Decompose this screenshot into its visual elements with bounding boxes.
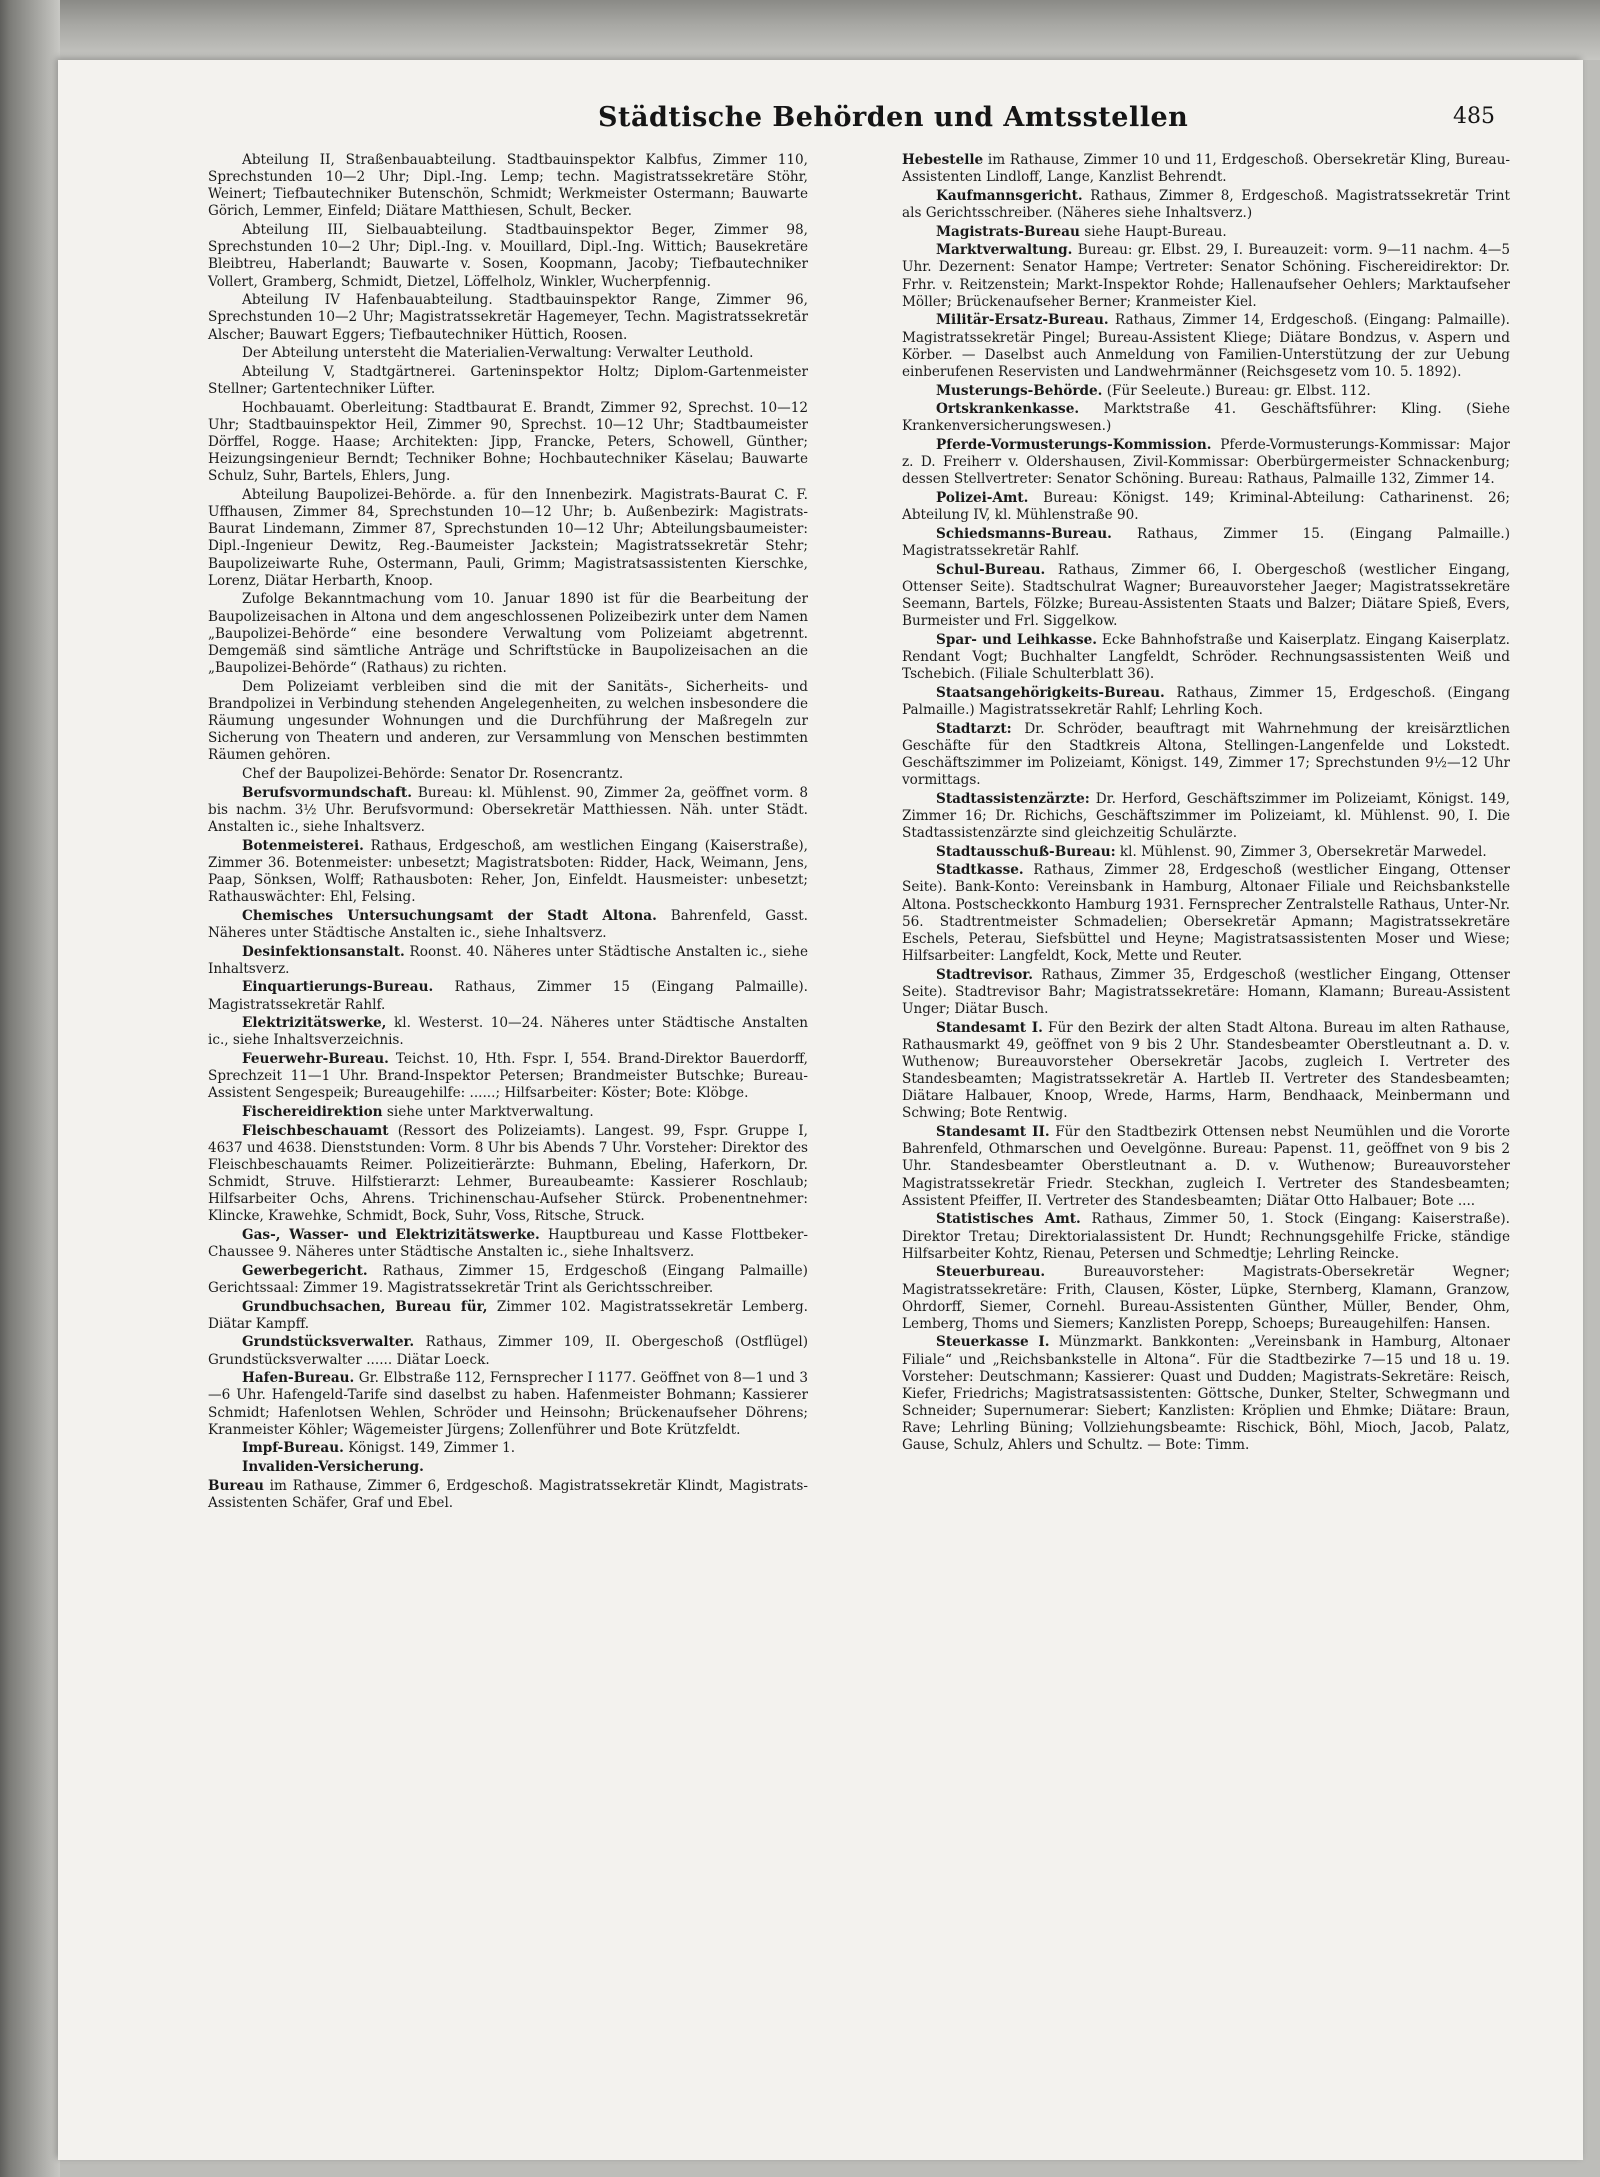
directory-entry xyxy=(902,721,1510,790)
entry-heading: Musterungs-Behörde. xyxy=(936,382,1103,399)
entry-heading: Bureau xyxy=(208,1477,264,1494)
entry-heading: Staatsangehörigkeits-Bureau. xyxy=(936,684,1165,701)
entry-heading: Stadtassistenzärzte: xyxy=(936,790,1090,807)
directory-entry xyxy=(902,1264,1510,1333)
left-column xyxy=(208,152,808,1514)
entry-heading: Grundstücksverwalter. xyxy=(242,1334,415,1351)
entry-text: Pferde-Vormusterungs-Kommissar: Major z. D. Freiherr v. Oldershausen, Zivil-Kommissar: Oberbürgermeister Schnackenburg; dessen Stellvertreter: Senator Schöning. Bureau: Rathaus, Palmaille 132, Zimmer 14. xyxy=(902,437,1510,488)
entry-text: Rathaus, Zimmer 50, 1. Stock (Eingang: Kaiserstraße). Direktor Tretau; Direktorialassistent Dr. Hundt; Rechnungsgehilfe Fricke, ständige Hilfsarbeiter Kohtz, Rienau, Petersen und Schmedtje; Lehrling Reincke. xyxy=(902,1211,1510,1262)
entry-text: Bahrenfeld, Gasst. Näheres unter Städtische Anstalten ic., siehe Inhaltsverz. xyxy=(208,907,808,941)
entry-heading: Militär-Ersatz-Bureau. xyxy=(936,312,1109,329)
entry-text: (Für Seeleute.) Bureau: gr. Elbst. 112. xyxy=(1102,382,1371,399)
directory-entry xyxy=(902,685,1510,719)
entry-heading: Desinfektionsanstalt. xyxy=(242,943,405,960)
directory-entry xyxy=(208,222,808,291)
directory-entry xyxy=(208,1459,808,1476)
entry-text: Hochbauamt. Oberleitung: Stadtbaurat E. Brandt, Zimmer 92, Sprechst. 10—12 Uhr; Stadtbauinspektor Heil, Zimmer 90, Sprechst. 10—12 Uhr; Stadtbaumeister Dörffel, Rogge. Haase; Architekten: Jipp, Francke, Peters, Schowell, Günther; Heizungsingenieur Berndt; Techniker Bohne; Hochbautechniker Käselau; Bauwarte Schulz, Suhr, Bartels, Ehlers, Jung. xyxy=(208,399,808,485)
entry-text: Rathaus, Zimmer 8, Erdgeschoß. Magistratssekretär Trint als Gerichtsschreiber. (Näheres siehe Inhaltsverz.) xyxy=(902,187,1510,221)
entry-text: Zimmer 102. Magistratssekretär Lemberg. Diätar Kampff. xyxy=(208,1298,808,1332)
directory-entry xyxy=(208,1334,808,1368)
entry-heading: Ortskrankenkasse. xyxy=(936,401,1080,418)
entry-heading: Berufsvormundschaft. xyxy=(242,784,412,801)
directory-entry xyxy=(902,188,1510,222)
entry-text: Ecke Bahnhofstraße und Kaiserplatz. Eingang Kaiserplatz. Rendant Vogt; Buchhalter Langfeldt, Schröder. Rechnungsassistenten Weiß und Tschebich. (Filiale Schulterblatt 36). xyxy=(902,631,1510,683)
entry-heading: Elektrizitätswerke, xyxy=(242,1015,387,1032)
entry-heading: Stadtausschuß-Bureau: xyxy=(936,843,1116,860)
entry-text: Roonst. 40. Näheres unter Städtische Anstalten ic., siehe Inhaltsverz. xyxy=(208,943,808,977)
entry-heading: Schiedsmanns-Bureau. xyxy=(936,525,1112,542)
scan-border-top xyxy=(0,0,1600,60)
directory-entry xyxy=(902,1334,1510,1454)
entry-text: Dem Polizeiamt verbleiben sind die mit der Sanitäts-, Sicherheits- und Brandpolizei in Verbindung stehenden Angelegenheiten, zu welchen insbesondere die Räumung ungesunder Wohnungen und die Durchführung der Maßregeln zur Sicherung von Theatern und anderen, zur Versammlung von Menschen bestimmten Räumen gehören. xyxy=(208,678,808,764)
entry-text: Bureauvorsteher: Magistrats-Obersekretär Wegner; Magistratssekretäre: Frith, Clausen, Köster, Lüpke, Sternberg, Klamann, Granzow, Ohrdorff, Siemer, Cornehl. Bureau-Assistenten Günther, Müller, Bender, Ohm, Lemberg, Thoms und Siemers; Kanzlisten Porepp, Schoeps; Bureaugehilfen: Hansen. xyxy=(902,1264,1510,1332)
directory-entry xyxy=(902,562,1510,631)
directory-entry xyxy=(902,312,1510,381)
directory-entry xyxy=(208,979,808,1013)
document-page xyxy=(58,60,1583,2160)
entry-text: Chef der Baupolizei-Behörde: Senator Dr. Rosencrantz. xyxy=(242,765,624,782)
directory-entry xyxy=(208,591,808,677)
directory-entry xyxy=(902,224,1510,241)
entry-text: Rathaus, Zimmer 35, Erdgeschoß (westlicher Eingang, Ottenser Seite). Stadtrevisor Bahr; Magistratssekretäre: Homann, Klamann; Bureau-Assistent Unger; Diätar Busch. xyxy=(902,966,1510,1017)
entry-text: Hauptbureau und Kasse Flottbeker-Chaussee 9. Näheres unter Städtische Anstalten ic., siehe Inhaltsverz. xyxy=(208,1227,809,1261)
entry-text: Bureau: gr. Elbst. 29, I. Bureauzeit: vorm. 9—11 nachm. 4—5 Uhr. Dezernent: Senator Hampe; Vertreter: Senator Schöning. Fischereidirektor: Dr. Frhr. v. Reitzenstein; Markt-Inspektor Rohde; Hallenaufseher Oehlers; Marktaufseher Möller; Brückenaufseher Berner; Kranmeister Kiel. xyxy=(902,242,1510,310)
directory-entry xyxy=(902,152,1510,186)
directory-entry xyxy=(208,838,808,907)
entry-heading: Magistrats-Bureau xyxy=(936,223,1080,240)
entry-heading: Grundbuchsachen, Bureau für, xyxy=(242,1298,488,1315)
entry-heading: Gewerbegericht. xyxy=(242,1262,368,1279)
entry-text: Rathaus, Zimmer 66, I. Obergeschoß (westlicher Eingang, Ottenser Seite). Stadtschulrat Wagner; Bureauvorsteher Jaeger; Magistratssekretäre Seemann, Bartels, Fölzke; Bureau-Assistenten Staats und Balzer; Diätare Spieß, Evers, Burmeister und Frl. Siggelkow. xyxy=(902,561,1510,630)
entry-text: Rathaus, Zimmer 15 (Eingang Palmaille). Magistratssekretär Rahlf. xyxy=(208,979,808,1013)
directory-entry xyxy=(208,345,808,362)
directory-entry xyxy=(902,1020,1510,1123)
entry-text: Rathaus, Zimmer 15, Erdgeschoß. (Eingang Palmaille.) Magistratssekretär Rahlf; Lehrling Koch. xyxy=(902,684,1510,718)
scan-border-left xyxy=(0,0,60,2177)
directory-entry xyxy=(208,152,808,221)
entry-heading: Botenmeisterei. xyxy=(242,837,364,854)
directory-entry xyxy=(208,766,808,783)
directory-entry xyxy=(902,401,1510,435)
entry-heading: Standesamt I. xyxy=(936,1019,1043,1036)
page-number: 485 xyxy=(1453,104,1495,129)
entry-heading: Steuerkasse I. xyxy=(936,1334,1050,1351)
directory-entry xyxy=(902,490,1510,524)
entry-heading: Feuerwehr-Bureau. xyxy=(242,1050,389,1067)
entry-text: Rathaus, Erdgeschoß, am westlichen Eingang (Kaiserstraße), Zimmer 36. Botenmeister: unbesetzt; Magistratsboten: Ridder, Hack, Weimann, Jens, Paap, Sönksen, Wolff; Rathausboten: Reher, Jon, Einfeldt. Hausmeister: unbesetzt; Rathauswächter: Ehl, Felsing. xyxy=(208,837,808,906)
directory-entry xyxy=(208,1478,808,1512)
directory-entry xyxy=(208,1440,808,1457)
entry-text: im Rathause, Zimmer 6, Erdgeschoß. Magistratssekretär Klindt, Magistrats-Assistenten Schäfer, Graf und Ebel. xyxy=(208,1477,808,1511)
entry-text: Marktstraße 41. Geschäftsführer: Kling. (Siehe Krankenversicherungswesen.) xyxy=(902,401,1510,435)
directory-entry xyxy=(902,791,1510,842)
entry-heading: Standesamt II. xyxy=(936,1124,1050,1141)
entry-heading: Invaliden-Versicherung. xyxy=(242,1459,424,1476)
directory-entry xyxy=(902,967,1510,1018)
directory-entry xyxy=(208,1370,808,1439)
entry-text: (Ressort des Polizeiamts). Langest. 99, Fspr. Gruppe I, 4637 und 4638. Dienststunden: Vorm. 8 Uhr bis Abends 7 Uhr. Vorsteher: Direktor des Fleischbeschauamts Reimer. Polizeitierärzte: Buhmann, Ebeling, Haferkorn, Dr. Schmidt, Struve. Hilfstierarzt: Lehmer, Bureaubeamte: Kassierer Roschlaub; Hilfsarbeiter Ochs, Ahrens. Trichinenschau-Aufseher Stürck. Probenentnehmer: Klincke, Krawehke, Schmidt, Bock, Suhr, Voss, Ritsche, Struck. xyxy=(208,1122,808,1225)
directory-entry xyxy=(208,679,808,765)
entry-text: Königst. 149, Zimmer 1. xyxy=(343,1440,516,1457)
entry-text: Abteilung V, Stadtgärtnerei. Garteninspektor Holtz; Diplom-Gartenmeister Stellner; Gartentechniker Lüfter. xyxy=(208,363,808,398)
entry-text: Abteilung Baupolizei-Behörde. a. für den Innenbezirk. Magistrats-Baurat C. F. Uffhausen, Zimmer 84, Sprechstunden 10—12 Uhr; b. Außenbezirk: Magistrats-Baurat Lindemann, Zimmer 87, Sprechstunden 10—12 Uhr; Abteilungsbaumeister: Dipl.-Ingenieur Dewitz, Reg.-Baumeister Jackstein; Magistratssekretär Stehr; Baupolizeiwarte Ruhe, Ostermann, Pauli, Grimm; Magistratsassistenten Kierschke, Lorenz, Diätar Herbarth, Knoop. xyxy=(208,486,808,589)
entry-heading: Stadtarzt: xyxy=(936,720,1012,737)
page-title: Städtische Behörden und Amtsstellen xyxy=(598,102,1189,133)
entry-heading: Polizei-Amt. xyxy=(936,489,1029,506)
directory-entry xyxy=(902,844,1510,861)
entry-heading: Spar- und Leihkasse. xyxy=(936,631,1098,648)
directory-entry xyxy=(208,364,808,398)
entry-heading: Kaufmannsgericht. xyxy=(936,187,1083,204)
entry-text: Dr. Schröder, beauftragt mit Wahrnehmung der kreisärztlichen Geschäfte für den Stadtkreis Altona, Stellingen-Langenfelde und Lokstedt. Geschäftszimmer im Polizeiamt, Königst. 149, Zimmer 17; Sprechstunden 9½—12 Uhr vormittags. xyxy=(902,720,1510,788)
directory-entry xyxy=(208,944,808,978)
entry-heading: Fischereidirektion xyxy=(242,1103,383,1120)
entry-text: Münzmarkt. Bankkonten: „Vereinsbank in Hamburg, Altonaer Filiale“ und „Reichsbankstelle in Altona“. Für die Stadtbezirke 7—15 und 18 u. 19. Vorsteher: Deutschmann; Kassierer: Quast und Dudden; Magistrats-Sekretäre: Reisch, Kiefer, Friedrichs; Magistratsassistenten: Göttsche, Dunker, Stelter, Schwegmann und Schneider; Supernumerar: Siebert; Kanzlisten: Kröplien und Ehmke; Diätare: Braun, Rave; Lehrling Büning; Vollziehungsbeamte: Rischick, Böhl, Mioch, Jacob, Palatz, Gause, Schulz, Ahlers und Schultz. — Bote: Timm. xyxy=(902,1334,1510,1454)
entry-heading: Hebestelle xyxy=(902,152,984,168)
directory-entry xyxy=(902,383,1510,400)
directory-entry xyxy=(208,487,808,590)
entry-heading: Steuerbureau. xyxy=(936,1264,1046,1281)
entry-text: Teichst. 10, Hth. Fspr. I, 554. Brand-Direktor Bauerdorff, Sprechzeit 11—1 Uhr. Brand-Inspektor Petersen; Brandmeister Butschke; Bureau-Assistent Sengespeik; Bureaugehilfe: ......; Hilfsarbeiter: Köster; Bote: Klöbge. xyxy=(208,1050,808,1102)
entry-text: Rathaus, Zimmer 15, Erdgeschoß (Eingang Palmaille) Gerichtssaal: Zimmer 19. Magistratssekretär Trint als Gerichtsschreiber. xyxy=(208,1262,808,1296)
directory-entry xyxy=(902,437,1510,488)
entry-heading: Statistisches Amt. xyxy=(936,1211,1081,1228)
entry-heading: Schul-Bureau. xyxy=(936,561,1046,578)
entry-text: Der Abteilung untersteht die Materialien-Verwaltung: Verwalter Leuthold. xyxy=(242,345,754,362)
entry-heading: Stadtkasse. xyxy=(936,862,1024,879)
directory-entry xyxy=(208,785,808,836)
entry-heading: Hafen-Bureau. xyxy=(242,1370,355,1387)
entry-heading: Chemisches Untersuchungsamt der Stadt Altona. xyxy=(242,907,657,924)
directory-entry xyxy=(902,1211,1510,1262)
directory-entry xyxy=(208,1263,808,1297)
directory-entry xyxy=(208,1123,808,1226)
entry-text: Gr. Elbstraße 112, Fernsprecher I 1177. Geöffnet von 8—1 und 3—6 Uhr. Hafengeld-Tarife sind daselbst zu haben. Hafenmeister Bohmann; Kassierer Schmidt; Hafenlotsen Wehlen, Schröder und Heinsohn; Brückenaufseher Döhrens; Kranmeister Köhler; Wägemeister Jürgens; Zollenführer und Bote Krützfeldt. xyxy=(208,1370,808,1438)
directory-entry xyxy=(902,862,1510,965)
entry-text: siehe unter Marktverwaltung. xyxy=(382,1103,594,1120)
directory-entry xyxy=(902,242,1510,311)
entry-heading: Impf-Bureau. xyxy=(242,1440,344,1457)
entry-heading: Gas-, Wasser- und Elektrizitätswerke. xyxy=(242,1227,540,1244)
entry-text: im Rathause, Zimmer 10 und 11, Erdgeschoß. Obersekretär Kling, Bureau-Assistenten Lindloff, Lange, Kanzlist Behrendt. xyxy=(902,152,1510,186)
entry-heading: Fleischbeschauamt xyxy=(242,1122,389,1139)
entry-text: Rathaus, Zimmer 14, Erdgeschoß. (Eingang: Palmaille). Magistratssekretär Pingel; Bureau-Assistent Kliege; Diätare Bondzus, v. Aspern und Körber. — Daselbst auch Anmeldung von Familien-Unterstützung der zur Uebung einberufenen Reservisten und Landwehrmänner (Reichsgesetz vom 10. 5. 1892). xyxy=(902,312,1510,380)
directory-entry xyxy=(208,400,808,486)
entry-heading: Stadtrevisor. xyxy=(936,966,1033,983)
right-column xyxy=(902,152,1510,1456)
entry-text: Bureau: kl. Mühlenst. 90, Zimmer 2a, geöffnet vorm. 8 bis nachm. 3½ Uhr. Berufsvormund: Obersekretär Matthiessen. Näh. unter Städt. Anstalten ic., siehe Inhaltsverz. xyxy=(208,784,808,835)
directory-entry xyxy=(208,292,808,343)
entry-text: Für den Stadtbezirk Ottensen nebst Neumühlen und die Vororte Bahrenfeld, Othmarschen und Oevelgönne. Bureau: Papenst. 11, geöffnet von 9 bis 2 Uhr. Standesbeamter Oberstleutnant a. D. v. Wuthenow; Bureauvorsteher Magistratssekretär Friedr. Steckhan, zugleich I. Vertreter des Standesbeamten; Assistent Pfeiffer, II. Vertreter des Standesbeamten; Diätar Otto Halbauer; Bote .... xyxy=(902,1124,1511,1209)
entry-text: Für den Bezirk der alten Stadt Altona. Bureau im alten Rathause, Rathausmarkt 49, geöffnet von 9 bis 2 Uhr. Standesbeamter Oberstleutnant a. D. v. Wuthenow; Bureauvorsteher Obersekretär Jacobs, zugleich I. Vertreter des Standesbeamten; Magistratssekretär A. Hartleb II. Vertreter des Standesbeamten; Diätare Halbauer, Knoop, Wrede, Harms, Harm, Bendhaack, Meinbermann und Schwing; Bote Rentwig. xyxy=(902,1019,1511,1122)
directory-entry xyxy=(208,1104,808,1121)
directory-entry xyxy=(208,1051,808,1102)
entry-text: kl. Westerst. 10—24. Näheres unter Städtische Anstalten ic., siehe Inhaltsverzeichnis. xyxy=(208,1015,808,1049)
directory-entry xyxy=(208,1015,808,1049)
entry-text: Abteilung IV Hafenbauabteilung. Stadtbauinspektor Range, Zimmer 96, Sprechstunden 10—2 Uhr; Magistratssekretär Hagemeyer, Techn. Magistratssekretär Alscher; Bauwart Eggers; Tiefbautechniker Hüttich, Roosen. xyxy=(208,292,808,343)
entry-text: kl. Mühlenst. 90, Zimmer 3, Obersekretär Marwedel. xyxy=(1115,843,1487,860)
entry-text: Rathaus, Zimmer 15. (Eingang Palmaille.) Magistratssekretär Rahlf. xyxy=(902,525,1510,559)
entry-heading: Marktverwaltung. xyxy=(936,242,1073,259)
directory-entry xyxy=(208,1227,808,1261)
entry-text: Zufolge Bekanntmachung vom 10. Januar 1890 ist für die Bearbeitung der Baupolizeisachen in Altona und dem angeschlossenen Polizeibezirk unter dem Namen „Baupolizei-Behörde“ eine besondere Verwaltung vom Polizeiamt abgetrennt. Demgemäß sind sämtliche Anträge und Schriftstücke in Baupolizeisachen an die „Baupolizei-Behörde“ (Rathaus) zu richten. xyxy=(208,591,808,677)
entry-text: Bureau: Königst. 149; Kriminal-Abteilung: Catharinenst. 26; Abteilung IV, kl. Mühlenstraße 90. xyxy=(902,489,1510,524)
entry-heading: Einquartierungs-Bureau. xyxy=(242,979,434,996)
entry-text: Rathaus, Zimmer 28, Erdgeschoß (westlicher Eingang, Ottenser Seite). Bank-Konto: Vereinsbank in Hamburg, Altonaer Filiale und Reichsbankstelle Altona. Postscheckkonto Hamburg 1931. Fernsprecher Zentralstelle Rathaus, Unter-Nr. 56. Stadtrentmeister Schmadelien; Obersekretär Apmann; Magistratssekretäre Eschels, Peterau, Siefsbüttel und Heyne; Magistratsassistenten Moser und Wiese; Hilfsarbeiter: Langfeldt, Kock, Mette und Reuter. xyxy=(902,862,1510,965)
entry-heading: Pferde-Vormusterungs-Kommission. xyxy=(936,437,1212,453)
directory-entry xyxy=(902,632,1510,683)
entry-text: Abteilung III, Sielbauabteilung. Stadtbauinspektor Beger, Zimmer 98, Sprechstunden 10—2 Uhr; Dipl.-Ing. v. Mouillard, Dipl.-Ing. Wittich; Bausekretäre Bleibtreu, Haberlandt; Bauwarte v. Sosen, Koopmann, Jacoby; Tiefbautechniker Vollert, Gramberg, Schmidt, Dietzel, Löffelholz, Winkler, Wucherpfennig. xyxy=(208,222,808,290)
entry-text: Rathaus, Zimmer 109, II. Obergeschoß (Ostflügel) Grundstücksverwalter ...... Diätar Loeck. xyxy=(208,1334,808,1368)
directory-entry xyxy=(902,1124,1510,1210)
entry-text: Dr. Herford, Geschäftszimmer im Polizeiamt, Königst. 149, Zimmer 16; Dr. Richichs, Geschäftszimmer im Polizeiamt, kl. Mühlenst. 90, I. Die Stadtassistenzärzte sind gleichzeitig Schulärzte. xyxy=(902,790,1510,841)
entry-text: siehe Haupt-Bureau. xyxy=(1079,223,1227,240)
directory-entry xyxy=(902,526,1510,560)
directory-entry xyxy=(208,908,808,942)
directory-entry xyxy=(208,1299,808,1333)
entry-text: Abteilung II, Straßenbauabteilung. Stadtbauinspektor Kalbfus, Zimmer 110, Sprechstunden 10—2 Uhr; Dipl.-Ing. Lemp; techn. Magistratssekretäre Stöhr, Weinert; Tiefbautechniker Butenschön, Schmidt; Werkmeister Ostermann; Bauwarte Görich, Lemmer, Einfeld; Diätare Matthiesen, Schult, Becker. xyxy=(208,152,808,220)
